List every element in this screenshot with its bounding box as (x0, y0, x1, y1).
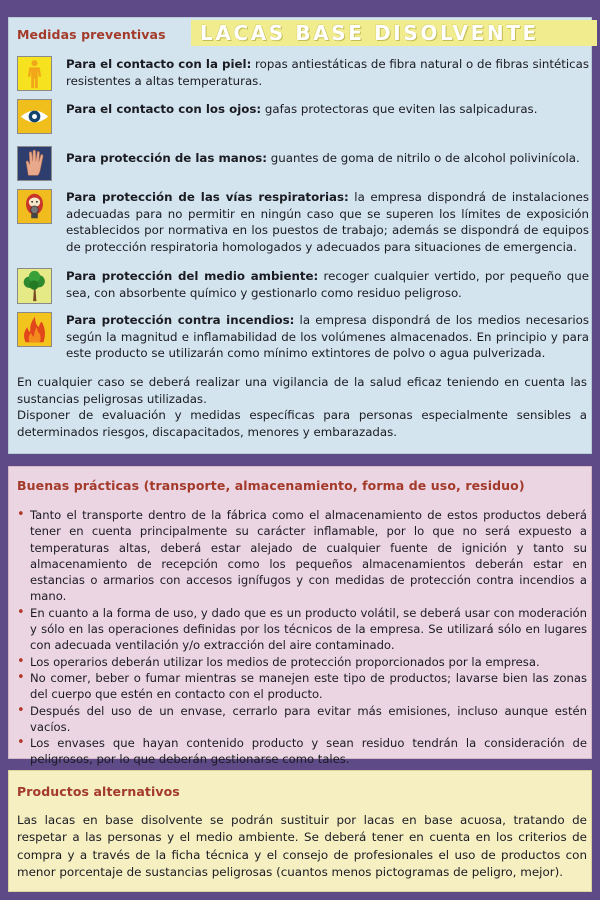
preventive-measures-title: Medidas preventivas (17, 27, 166, 42)
list-item: • Los envases que hayan contenido producto y sean residuo tendrán la consideración de peligrosos, por lo que deberán gestionarse como tales. (17, 735, 587, 768)
good-practices-panel (8, 466, 592, 767)
preventive-item-text: Para protección de las manos: guantes de goma de nitrilo o de alcohol polivinícola. (66, 151, 580, 165)
good-practices-list (17, 507, 587, 768)
sensitive-persons-note: Disponer de evaluación y medidas específicas para personas especialmente sensibles a determinados riesgos, discapacitados, menores y embarazadas. (17, 408, 587, 439)
good-practices-title: Buenas prácticas (transporte, almacenamiento, forma de uso, residuo) (17, 478, 525, 493)
preventive-item-text: Para el contacto con los ojos: gafas protectoras que eviten las salpicaduras. (66, 102, 538, 116)
respirator-mask-icon (17, 189, 52, 224)
preventive-item-text: Para el contacto con la piel: ropas antiestáticas de fibra natural o de fibras sintéticas resistentes a altas temperaturas. (66, 57, 589, 88)
preventive-item-respiratory (17, 189, 589, 255)
hand-icon (17, 146, 52, 181)
list-item: • En cuanto a la forma de uso, y dado que es un producto volátil, se deberá usar con moderación y sólo en las operaciones definidas por los técnicos de la empresa. Se utilizará sólo en lugares con adecuada ventilación y/o extracción del aire contaminado. (17, 605, 587, 654)
list-item: • Después del uso de un envase, cerrarlo para evitar más emisiones, incluso aunque estén vacíos. (17, 703, 587, 736)
alternatives-text: Las lacas en base disolvente se podrán sustituir por lacas en base acuosa, tratando de respetar a las personas y el medio ambiente. Se deberá tener en cuenta en los criterios de compra y a través de la ficha técnica y el consejo de profesionales el uso de productos con menor porcentaje de sustancias peligrosas (cuantos menos pictogramas de peligro, mejor). (17, 813, 587, 880)
health-surveillance-note: En cualquier caso se deberá realizar una vigilancia de la salud eficaz teniendo en cuenta las sustancias peligrosas utilizadas. (17, 375, 587, 406)
eye-icon (17, 99, 52, 134)
preventive-item-text: Para protección contra incendios: la empresa dispondrá de los medios necesarios según la magnitud e inflamabilidad de los volúmenes almacenados. En principio y para este producto se utilizarán como mínimo extintores de polvo o agua pulverizada. (66, 313, 589, 361)
fire-icon (17, 312, 52, 347)
banner-title: LACAS BASE DISOLVENTE (191, 20, 597, 46)
preventive-item-eyes (17, 99, 587, 139)
alternatives-title: Productos alternativos (17, 784, 180, 799)
preventive-item-text: Para protección del medio ambiente: recoger cualquier vertido, por pequeño que sea, con absorbente químico y gestionarlo como residuo peligroso. (66, 269, 589, 300)
body-protection-icon (17, 56, 52, 91)
preventive-item-skin (17, 56, 587, 96)
tree-icon (17, 268, 52, 304)
alternatives-panel (8, 770, 592, 892)
list-item: • Los operarios deberán utilizar los medios de protección proporcionados por la empresa. (17, 654, 587, 670)
list-item: • No comer, beber o fumar mientras se manejen este tipo de productos; lavarse bien las zonas del cuerpo que estén en contacto con el producto. (17, 670, 587, 703)
list-item: • Tanto el transporte dentro de la fábrica como el almacenamiento de estos productos deberá tener en cuenta principalmente su carácter inflamable, por lo que no será expuesto a temperaturas altas, deberá estar alejado de cualquier fuente de ignición y tanto su almacenamiento de recepción como los pequeños almacenamientos deberán estar en estancias o armarios con accesos ignífugos y con medidas de protección contra incendios a mano. (17, 507, 587, 605)
preventive-item-text: Para protección de las vías respiratorias: la empresa dispondrá de instalaciones adecuadas para no permitir en ningún caso que se superen los límites de exposición establecidos por normativa en los puestos de trabajo; además se dispondrá de equipos de protección respiratoria homologados y adecuados para situaciones de emergencia. (66, 190, 589, 255)
preventive-item-fire (17, 312, 589, 361)
preventive-item-hands (17, 146, 587, 186)
preventive-measures-panel (8, 17, 592, 454)
preventive-item-environment (17, 268, 587, 308)
